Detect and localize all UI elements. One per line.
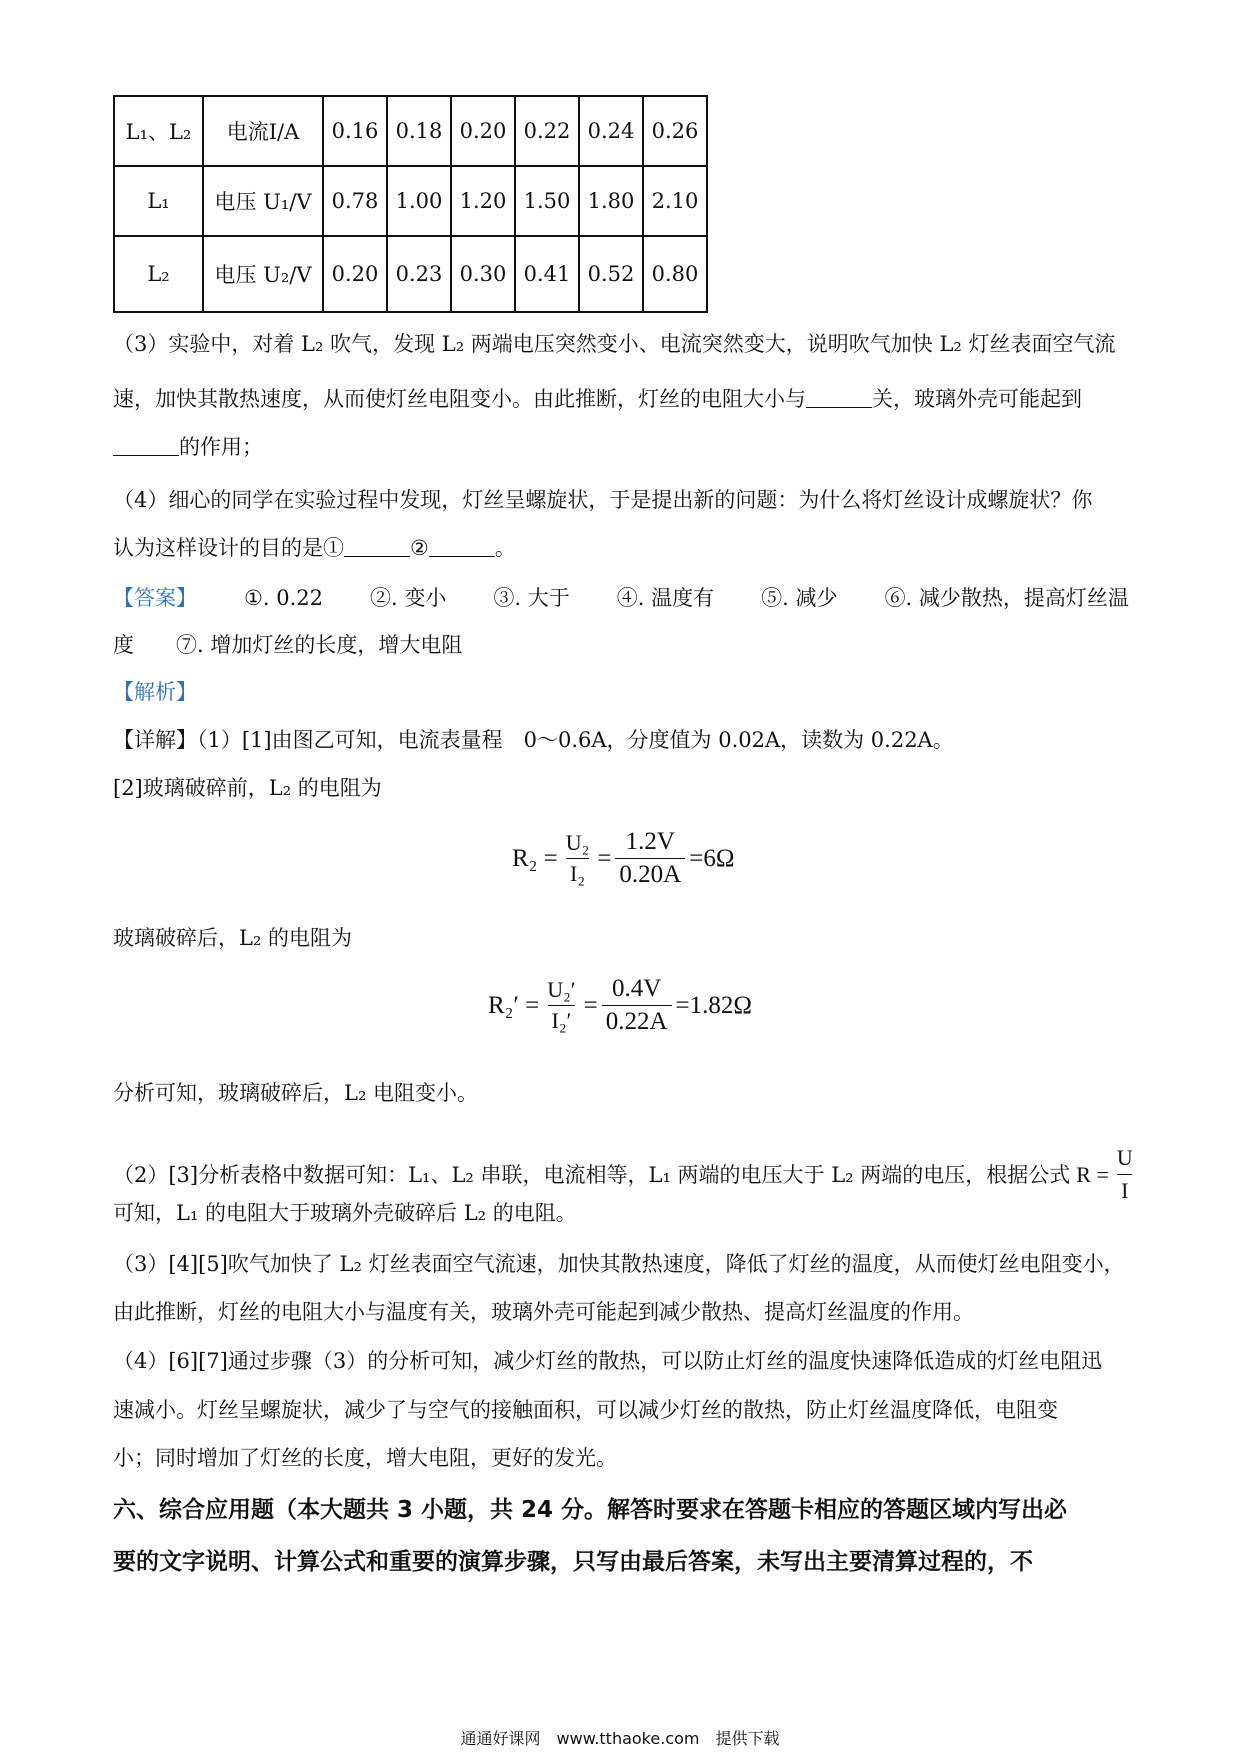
analysis-p2: [2]玻璃破碎前，L₂ 的电阻为 <box>113 776 382 800</box>
analysis-p8: 由此推断，灯丝的电阻大小与温度有关，玻璃外壳可能起到减少散热、提高灯丝温度的作用。 <box>113 1300 974 1324</box>
table-cell-value: 0.16 <box>323 96 387 166</box>
q3-line-2-text-b: 关，玻璃外壳可能起到 <box>872 387 1082 411</box>
formula-fraction <box>1113 1144 1137 1205</box>
formula-result: =1.82Ω <box>675 991 752 1019</box>
formula-numerator: 1.2V <box>625 828 675 855</box>
table-cell-value: 0.18 <box>387 96 451 166</box>
formula-fraction <box>562 830 594 887</box>
q3-line-2 <box>113 385 1129 413</box>
formula-denominator: I₂′ <box>548 1005 576 1034</box>
q4-line-2-end: 。 <box>494 536 516 560</box>
table-cell-value: 0.78 <box>323 166 387 236</box>
q3-line-2-text: 速，加快其散热速度，从而使灯丝电阻变小。由此推断，灯丝的电阻大小与 <box>113 387 806 411</box>
answer-blank[interactable] <box>344 536 410 557</box>
formula-lhs: R = <box>1076 1161 1109 1187</box>
analysis-label: 【解析】 <box>113 680 197 704</box>
table-cell-value: 0.80 <box>643 236 707 312</box>
table-cell-value: 0.20 <box>323 236 387 312</box>
q4-line-2 <box>113 534 1129 562</box>
table-cell-value: 1.20 <box>451 166 515 236</box>
table-cell-quantity: 电流I/A <box>203 96 323 166</box>
answer-item: ④. 温度有 <box>616 586 715 610</box>
formula-fraction <box>615 828 685 889</box>
formula-fraction <box>543 977 579 1034</box>
table-cell-value: 0.30 <box>451 236 515 312</box>
analysis-p3: 玻璃破碎后，L₂ 的电阻为 <box>113 926 353 950</box>
q4-line-1: （4）细心的同学在实验过程中发现，灯丝呈螺旋状，于是提出新的问题：为什么将灯丝设计成螺旋状？你 <box>113 488 1093 512</box>
answer-blank[interactable] <box>429 536 495 557</box>
answer-label: 【答案】 <box>113 586 197 610</box>
formula-result: =6Ω <box>689 844 735 872</box>
table-cell-value: 0.26 <box>643 96 707 166</box>
table-cell-lamp: L₁、L₂ <box>114 96 203 166</box>
table-cell-value: 1.80 <box>579 166 643 236</box>
formula-lhs: R₂′ = <box>488 991 540 1019</box>
table-row <box>114 166 707 236</box>
table-cell-quantity: 电压 U₁/V <box>203 166 323 236</box>
formula-numerator: U₂ <box>565 830 590 855</box>
table-cell-value: 1.00 <box>387 166 451 236</box>
q4-line-2-text: 认为这样设计的目的是① <box>113 536 344 560</box>
table-cell-value: 0.23 <box>387 236 451 312</box>
table-cell-value: 0.20 <box>451 96 515 166</box>
q3-line-3 <box>113 433 1129 461</box>
answer-item: ⑥. 减少散热，提高灯丝温 <box>884 586 1129 610</box>
formula-r2-prime <box>488 975 752 1036</box>
analysis-p10: 速减小。灯丝呈螺旋状，减少了与空气的接触面积，可以减少灯丝的散热，防止灯丝温度降低，电阻变 <box>113 1398 1058 1422</box>
table-cell-value: 2.10 <box>643 166 707 236</box>
formula-r2 <box>512 828 734 889</box>
table-cell-value: 1.50 <box>515 166 579 236</box>
answer-row-2 <box>113 631 1129 659</box>
analysis-p7: （3）[4][5]吹气加快了 L₂ 灯丝表面空气流速，加快其散热速度，降低了灯丝的温度，从而使灯丝电阻变小， <box>113 1252 1125 1276</box>
analysis-p4: 分析可知，玻璃破碎后，L₂ 电阻变小。 <box>113 1081 479 1105</box>
formula-ohm <box>1076 1144 1140 1205</box>
formula-denominator: 0.22A <box>602 1005 672 1036</box>
answer-row <box>113 584 1129 612</box>
analysis-p1-text: （1）[1]由图乙可知，电流表量程 0～0.6A，分度值为 0.02A，读数为 0.22A。 <box>197 728 954 752</box>
analysis-p1 <box>113 726 1129 754</box>
section-6-heading-line-2: 要的文字说明、计算公式和重要的演算步骤，只写由最后答案，未写出主要清算过程的，不 <box>113 1549 1033 1575</box>
section-6-heading-line-1: 六、综合应用题（本大题共 3 小题，共 24 分。解答时要求在答题卡相应的答题区域内写出必 <box>113 1497 1068 1523</box>
answer-item: ⑤. 减少 <box>761 586 838 610</box>
formula-numerator: U₂′ <box>547 977 576 1002</box>
table-row <box>114 96 707 166</box>
table-cell-lamp: L₂ <box>114 236 203 312</box>
table-cell-value: 0.52 <box>579 236 643 312</box>
answer-item: ③. 大于 <box>493 586 570 610</box>
table-cell-lamp: L₁ <box>114 166 203 236</box>
table-cell-value: 0.24 <box>579 96 643 166</box>
answer-blank[interactable] <box>113 435 179 456</box>
formula-numerator: 0.4V <box>611 975 662 1002</box>
answer-blank[interactable] <box>806 387 872 408</box>
q4-blank-2-label: ② <box>410 536 429 560</box>
q3-line-1: （3）实验中，对着 L₂ 吹气，发现 L₂ 两端电压突然变小、电流突然变大，说明吹气加快 L₂ 灯丝表面空气流 <box>113 332 1116 356</box>
table-row <box>114 236 707 312</box>
analysis-p9: （4）[6][7]通过步骤（3）的分析可知，减少灯丝的散热，可以防止灯丝的温度快速降低造成的灯丝电阻迅 <box>113 1349 1103 1373</box>
data-table <box>113 95 708 313</box>
formula-denominator: 0.20A <box>615 858 685 889</box>
footer-source: 通通好课网 www.tthaoke.com 提供下载 <box>460 1729 780 1748</box>
q3-line-3-text: 的作用； <box>179 435 263 459</box>
analysis-p6: 可知，L₁ 的电阻大于玻璃外壳破碎后 L₂ 的电阻。 <box>113 1201 577 1225</box>
formula-fraction <box>602 975 672 1036</box>
formula-lhs: R₂ = <box>512 844 558 872</box>
answer-item: ⑦. 增加灯丝的长度，增大电阻 <box>176 633 463 657</box>
formula-equals: = <box>597 844 612 872</box>
answer-item: ②. 变小 <box>370 586 447 610</box>
analysis-p11: 小；同时增加了灯丝的长度，增大电阻，更好的发光。 <box>113 1446 617 1470</box>
detail-label: 【详解】 <box>113 728 197 752</box>
table-cell-value: 0.41 <box>515 236 579 312</box>
answer-item: ①. 0.22 <box>244 586 323 610</box>
answer-continued: 度 <box>113 633 134 657</box>
formula-numerator: U <box>1116 1145 1133 1170</box>
table-cell-quantity: 电压 U₂/V <box>203 236 323 312</box>
formula-denominator: I <box>1117 1174 1132 1205</box>
formula-equals: = <box>583 991 598 1019</box>
table-cell-value: 0.22 <box>515 96 579 166</box>
analysis-p5 <box>113 1144 1133 1205</box>
analysis-p5-text: （2）[3]分析表格中数据可知：L₁、L₂ 串联，电流相等，L₁ 两端的电压大于 L₂ 两端的电压，根据公式 <box>113 1162 1071 1187</box>
formula-denominator: I₂ <box>566 858 589 887</box>
